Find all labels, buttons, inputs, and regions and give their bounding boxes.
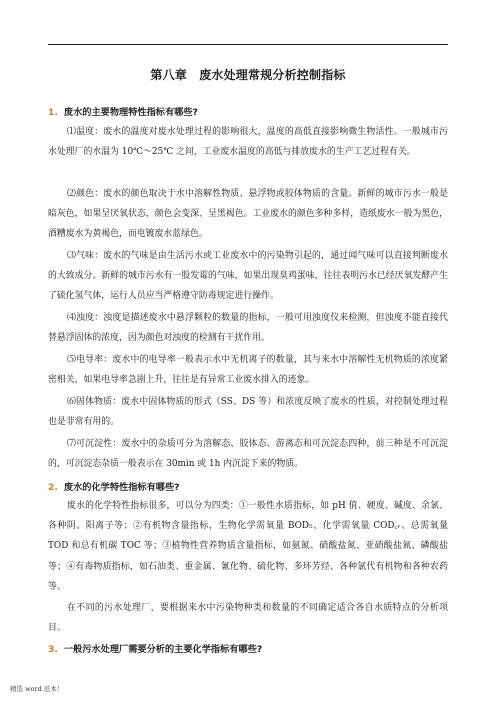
paragraph-conductivity: ⑸电导率：废水中的电导率一般表示水中无机离子的数量，其与来水中溶解性无机物质的浓度紧密相关，如果电导率急剧上升，往往是有异常工业废水排入的迹象。 — [48, 355, 448, 386]
paragraph-settleability: ⑺可沉淀性：废水中的杂质可分为溶解态、胶体态、游离态和可沉淀态四种，前三种是不可沉淀的，可沉淀态杂质一般表示在 30min 或 1h 内沉淀下来的物质。 — [48, 439, 448, 470]
paragraph-analysis-items: 在不同的污水处理厂，要根据来水中污染物种类和数量的不同确定适合各自水质特点的分析项目。 — [48, 603, 448, 634]
question-number: 2. — [48, 482, 58, 493]
paragraph-odor: ⑶气味：废水的气味是由生活污水或工业废水中的污染物引起的，通过闻气味可以直接判断废水的大致成分。新鲜的城市污水有一股发霉的气味，如果出现臭鸡蛋味，往往表明污水已经厌氧发酵产生了硫化氢气体，运行人员应当严格遵守防毒规定进行操作。 — [48, 251, 448, 302]
question-heading-3 — [48, 643, 448, 657]
question-number: 1. — [48, 107, 58, 118]
paragraph-solids: ⑹固体物质：废水中固体物质的形式（SS、DS 等）和浓度反映了废水的性质，对控制处理过程也是非常有用的。 — [48, 397, 448, 428]
question-number: 3. — [48, 644, 58, 655]
question-text: 废水的主要物理特性指标有哪些? — [63, 107, 198, 118]
question-heading-2 — [48, 481, 448, 495]
page-footer: 精选 word 范本！ — [10, 685, 64, 693]
paragraph-temperature: ⑴温度：废水的温度对废水处理过程的影响很大，温度的高低直接影响微生物活性。一般城市污水处理厂的水温为 10℃～25℃ 之间，工业废水温度的高低与排放废水的生产工艺过程有关。 — [48, 127, 448, 158]
paragraph-chemical-indicators: 废水的化学特性指标很多，可以分为四类：①一般性水质指标，如 pH 值、硬度、碱度、余氯、各种阴、阳离子等；②有机物含量指标，生物化学需氧量 BOD₅、化学需氧量 COD꜀ᵣ、总需氧量 TOD 和总有机碳 TOC 等；③植物性营养物质含量指标，如氨氮、硝酸盐氮、亚硝酸盐氮、磷酸盐等；④有毒物质指标，如石油类、重金属、氰化物、硫化物、多环芳烃、各种氯代有机物和各种农药等。 — [48, 501, 448, 592]
question-text: 废水的化学特性指标有哪些? — [63, 482, 180, 493]
header-rule — [48, 44, 448, 45]
paragraph-turbidity: ⑷浊度：浊度是描述废水中悬浮颗粒的数量的指标，一般可用浊度仪来检测，但浊度不能直接代替悬浮固体的浓度，因为颜色对浊度的检测有干扰作用。 — [48, 313, 448, 344]
question-text: 一般污水处理厂需要分析的主要化学指标有哪些? — [63, 644, 263, 655]
question-heading-1 — [48, 106, 448, 120]
paragraph-color: ⑵颜色：废水的颜色取决于水中溶解性物质、悬浮物或胶体物质的含量。新鲜的城市污水一般是暗灰色，如果呈厌氧状态，颜色会变深、呈黑褐色。工业废水的颜色多种多样，造纸废水一般为黑色，酒糟废水为黄褐色，而电镀废水蓝绿色。 — [48, 189, 448, 240]
chapter-title: 第八章 废水处理常规分析控制指标 — [150, 68, 346, 82]
